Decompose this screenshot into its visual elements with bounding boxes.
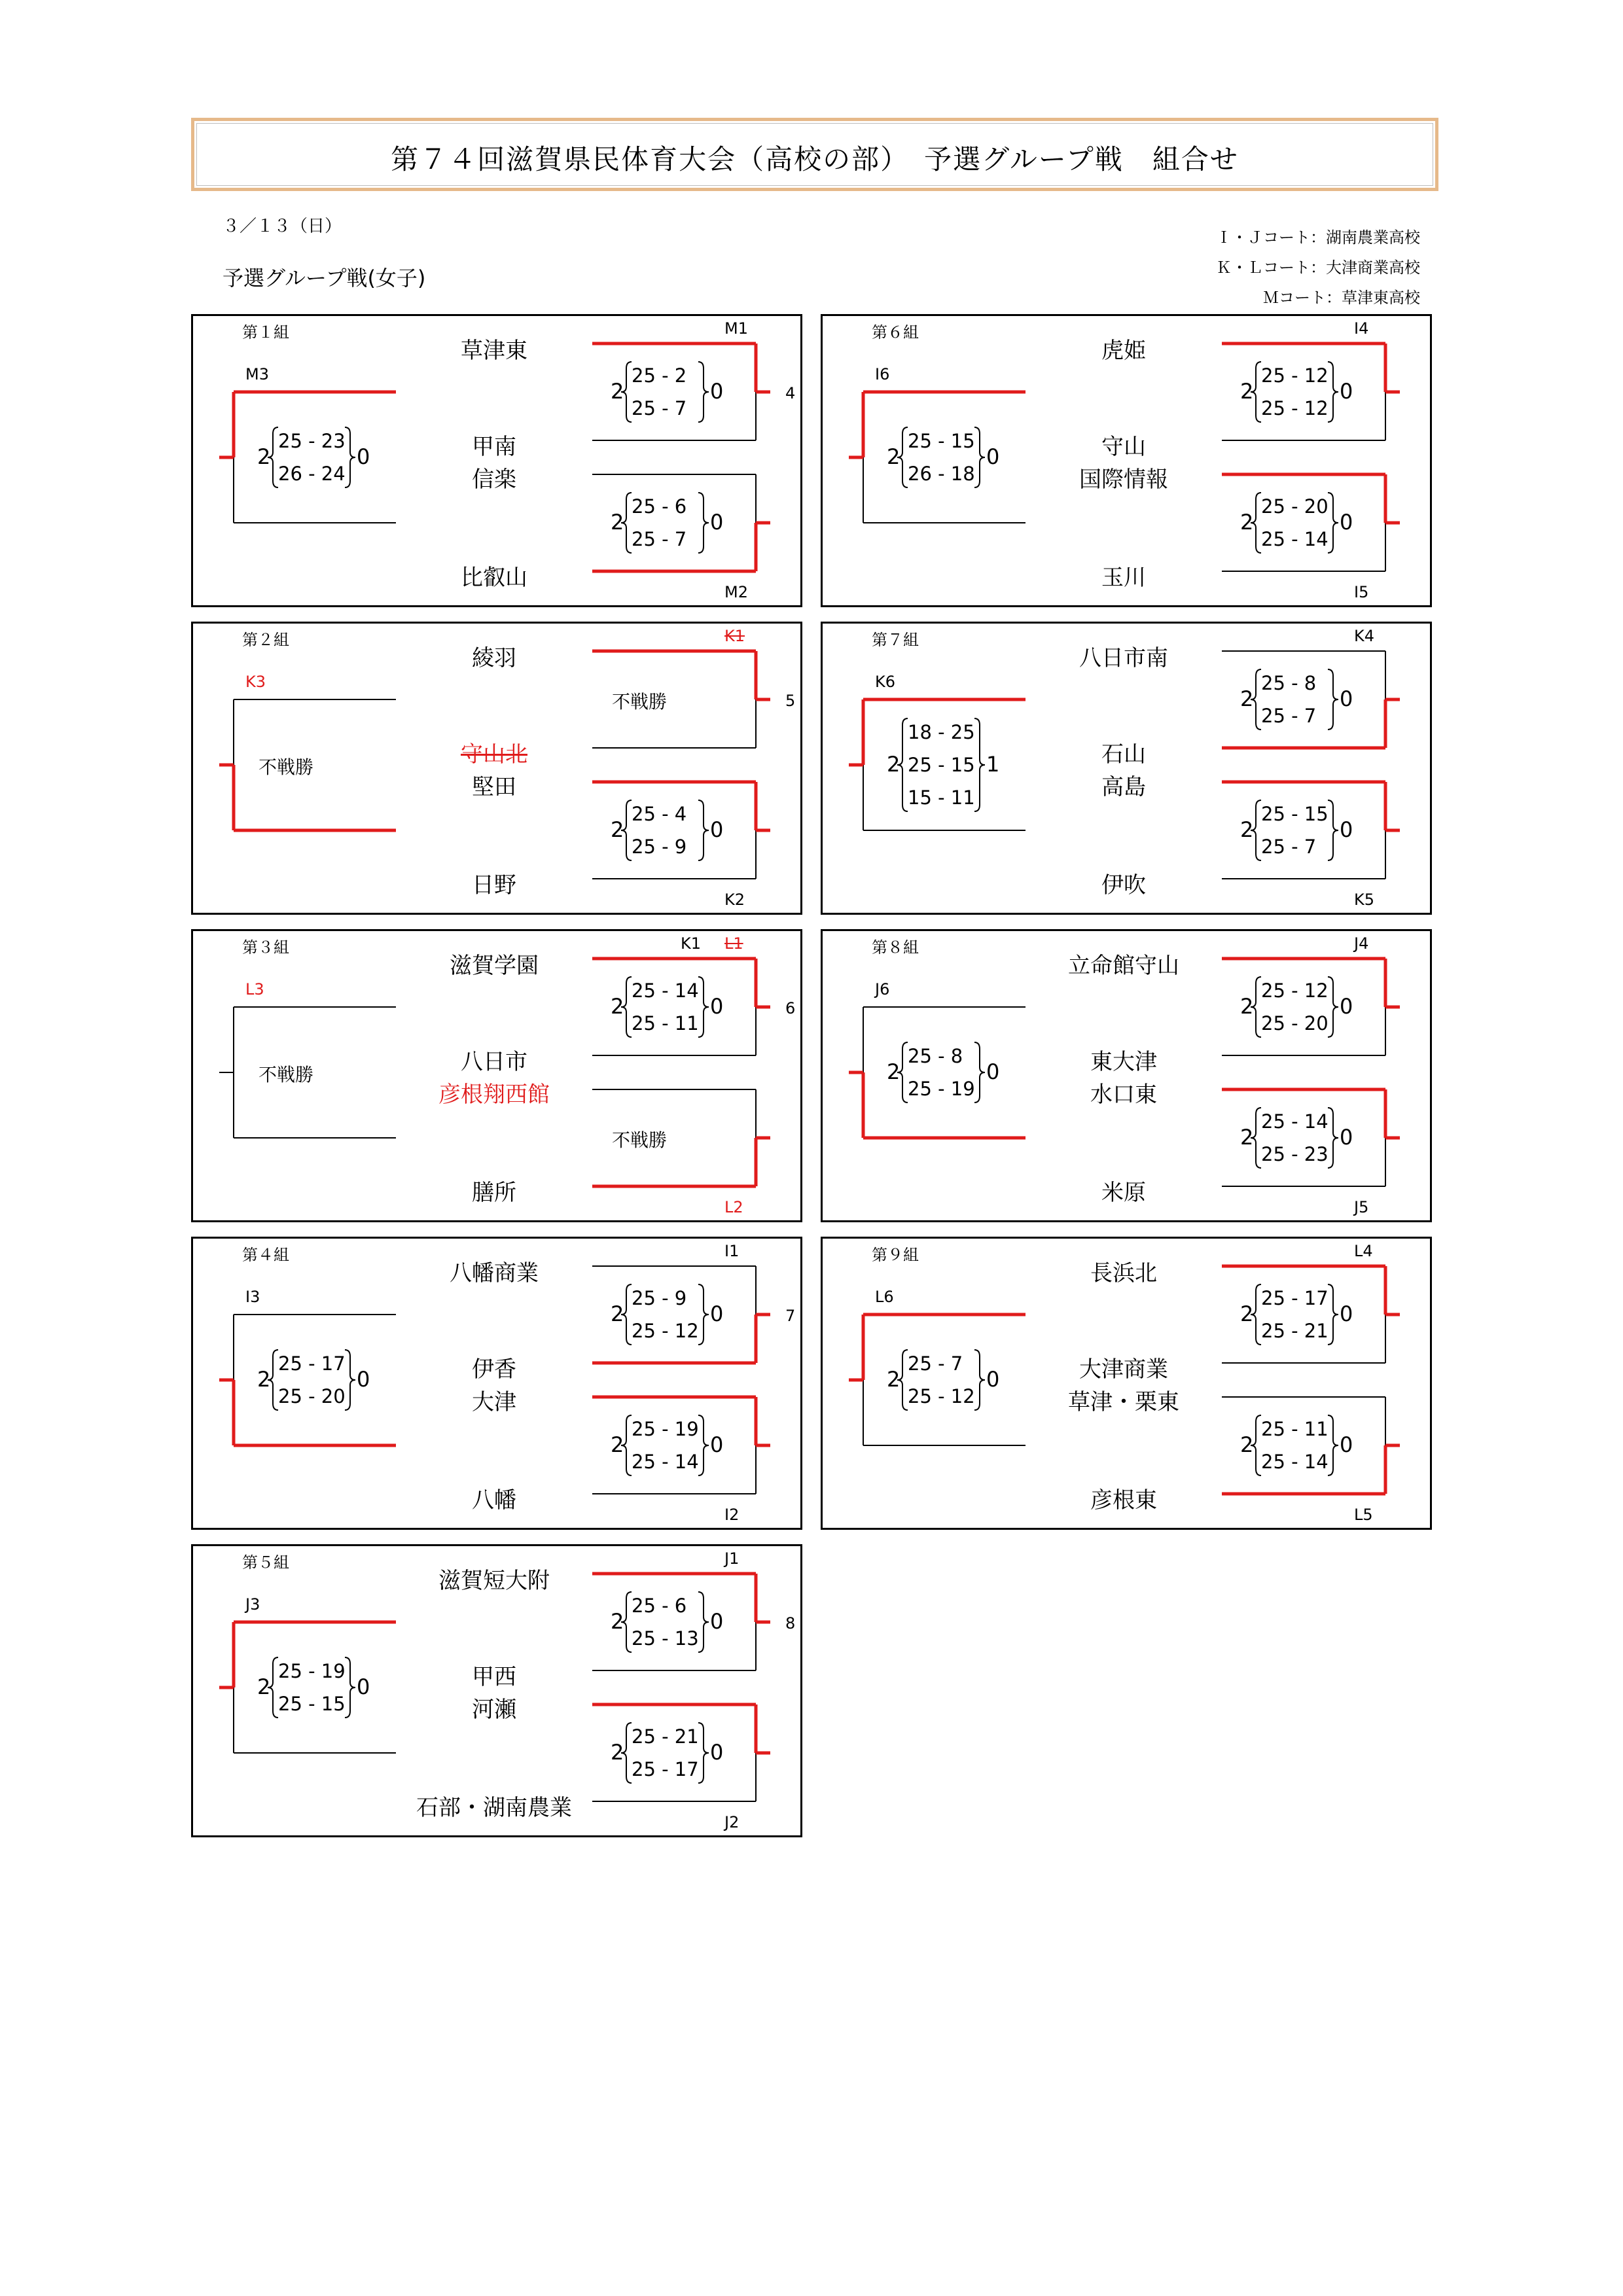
team-name: 草津東 [461, 338, 527, 364]
match-code: M3 [245, 365, 269, 383]
sets-lost: 0 [710, 994, 724, 1019]
sets-won: 2 [1240, 994, 1254, 1019]
set-score: 25 - 12 [632, 1320, 699, 1342]
sets-won: 2 [887, 444, 901, 469]
brace-right [698, 1415, 709, 1475]
match-sequence-number: 4 [785, 384, 796, 402]
team-name: 東大津 [1090, 1049, 1157, 1075]
group-8 [821, 929, 1432, 1222]
team-name: 水口東 [1090, 1082, 1157, 1108]
group-name: 第８組 [872, 938, 919, 957]
team-name: 滋賀短大附 [438, 1568, 550, 1594]
sets-won: 2 [611, 817, 624, 842]
group-name: 第５組 [242, 1553, 289, 1572]
match-code: L3 [245, 980, 264, 998]
team-name: 八幡商業 [450, 1260, 539, 1286]
set-score: 25 - 20 [1261, 1012, 1329, 1034]
brace-right [698, 977, 709, 1037]
set-score: 25 - 13 [632, 1627, 699, 1650]
set-score: 25 - 20 [1261, 495, 1329, 518]
set-score: 25 - 19 [908, 1078, 975, 1100]
sets-lost: 0 [1340, 379, 1353, 404]
sets-won: 2 [1240, 817, 1254, 842]
section-title: 予選グループ戦(女子) [223, 266, 426, 291]
sets-won: 2 [1240, 1301, 1254, 1326]
sets-won: 2 [1240, 686, 1254, 711]
group-5 [191, 1544, 802, 1837]
match-code: I5 [1354, 583, 1369, 601]
group-name: 第２組 [242, 631, 289, 649]
brace-right [974, 1350, 985, 1410]
match-code: L5 [1354, 1506, 1373, 1524]
brace-right [345, 1657, 355, 1718]
team-name: 立命館守山 [1068, 953, 1179, 979]
sets-won: 2 [611, 1609, 624, 1634]
set-score: 25 - 12 [1261, 364, 1329, 387]
match-code: L6 [875, 1288, 894, 1306]
match-code: K1 [724, 627, 745, 645]
brace-right [345, 427, 355, 487]
page-title: 第７４回滋賀県民体育大会（高校の部） 予選グループ戦 組合せ [391, 143, 1239, 175]
sets-won: 2 [1240, 1125, 1254, 1150]
sets-lost: 1 [986, 752, 1000, 777]
set-score: 25 - 8 [1261, 672, 1317, 694]
set-score: 25 - 21 [1261, 1320, 1329, 1342]
set-score: 25 - 17 [278, 1352, 346, 1375]
sets-lost: 0 [1340, 510, 1353, 535]
set-score: 25 - 14 [1261, 1110, 1329, 1133]
team-name: 米原 [1101, 1180, 1146, 1206]
sets-lost: 0 [357, 1367, 370, 1392]
match-date: ３／１３（日） [223, 217, 342, 236]
set-score: 25 - 20 [278, 1385, 346, 1407]
sets-won: 2 [611, 510, 624, 535]
brace-right [974, 1042, 985, 1103]
match-code: I6 [875, 365, 890, 383]
set-score: 25 - 4 [632, 803, 687, 825]
set-score: 25 - 7 [632, 397, 687, 419]
sets-won: 2 [257, 1674, 271, 1699]
set-score: 25 - 17 [1261, 1287, 1329, 1309]
brace-right [1328, 362, 1338, 422]
court-line: Ｍコート：草津東高校 [1263, 289, 1420, 307]
set-score: 25 - 12 [908, 1385, 975, 1407]
sets-won: 2 [887, 1059, 901, 1084]
sets-won: 2 [611, 379, 624, 404]
match-code: J3 [245, 1595, 260, 1614]
brace-right [1328, 669, 1338, 730]
team-name: 草津・栗東 [1068, 1389, 1179, 1415]
match-code: J1 [724, 1549, 740, 1568]
match-sequence-number: 6 [785, 999, 796, 1017]
team-name: 膳所 [472, 1180, 516, 1206]
match-code: K2 [724, 891, 745, 909]
court-line: Ｋ・Ｌコート：大津商業高校 [1216, 258, 1420, 277]
match-code: J4 [1354, 934, 1369, 953]
team-name: 石部・湖南農業 [416, 1795, 572, 1821]
team-name: 虎姫 [1101, 338, 1146, 364]
set-score: 15 - 11 [908, 786, 975, 809]
team-name: 石山 [1101, 741, 1146, 768]
group-1 [191, 314, 802, 607]
set-score: 26 - 24 [278, 463, 346, 485]
sets-lost: 0 [357, 444, 370, 469]
sets-lost: 0 [1340, 1432, 1353, 1457]
brace-right [698, 1284, 709, 1345]
set-score: 25 - 11 [632, 1012, 699, 1034]
team-name: 伊吹 [1101, 872, 1146, 898]
sets-lost: 0 [710, 817, 724, 842]
sets-lost: 0 [710, 379, 724, 404]
sets-lost: 0 [710, 1740, 724, 1765]
sets-lost: 0 [710, 510, 724, 535]
set-score: 25 - 9 [632, 836, 687, 858]
team-name: 日野 [472, 872, 516, 898]
brace-right [698, 362, 709, 422]
court-list [1139, 222, 1420, 313]
match-sequence-number: 8 [785, 1614, 796, 1633]
group-2 [191, 622, 802, 915]
match-code: I4 [1354, 319, 1369, 338]
match-code: J6 [875, 980, 890, 998]
brace-right [698, 1723, 709, 1783]
set-score: 25 - 7 [632, 528, 687, 550]
set-score: 25 - 8 [908, 1045, 963, 1067]
set-score: 25 - 12 [1261, 980, 1329, 1002]
walkover-label: 不戦勝 [612, 691, 668, 713]
set-score: 25 - 23 [278, 430, 346, 452]
group-name: 第９組 [872, 1246, 919, 1264]
group-9 [821, 1237, 1432, 1530]
brace-right [1328, 977, 1338, 1037]
sets-won: 2 [611, 1740, 624, 1765]
sets-won: 2 [887, 752, 901, 777]
sets-lost: 0 [1340, 817, 1353, 842]
sets-won: 2 [257, 444, 271, 469]
sets-won: 2 [887, 1367, 901, 1392]
sets-lost: 0 [1340, 1125, 1353, 1150]
set-score: 25 - 21 [632, 1725, 699, 1748]
brace-right [1328, 800, 1338, 860]
walkover-label: 不戦勝 [259, 756, 314, 778]
walkover-label: 不戦勝 [612, 1129, 668, 1151]
set-score: 25 - 15 [908, 754, 975, 776]
team-name: 甲南 [472, 434, 516, 460]
match-code: K6 [875, 673, 896, 691]
team-name: 堅田 [472, 774, 516, 800]
match-code: L2 [724, 1198, 743, 1216]
set-score: 25 - 15 [1261, 803, 1329, 825]
match-code: K5 [1354, 891, 1375, 909]
sets-lost: 0 [986, 1059, 1000, 1084]
team-name: 八幡 [472, 1487, 516, 1513]
match-sequence-number: 5 [785, 692, 796, 710]
group-name: 第１組 [242, 323, 289, 342]
brace-right [698, 800, 709, 860]
match-code: J2 [724, 1813, 740, 1831]
set-score: 25 - 7 [1261, 705, 1317, 727]
team-name: 比叡山 [461, 565, 527, 591]
set-score: 25 - 19 [632, 1418, 699, 1440]
group-name: 第６組 [872, 323, 919, 342]
sets-lost: 0 [710, 1609, 724, 1634]
set-score: 25 - 7 [908, 1352, 963, 1375]
team-name: 甲西 [472, 1664, 516, 1690]
brace-right [974, 718, 985, 811]
sets-won: 2 [611, 1301, 624, 1326]
match-code: I1 [724, 1242, 740, 1260]
group-6 [821, 314, 1432, 607]
match-code: M1 [724, 319, 748, 338]
match-code: L4 [1354, 1242, 1373, 1260]
set-score: 25 - 14 [1261, 528, 1329, 550]
team-name: 伊香 [472, 1356, 516, 1383]
match-sequence-number: 7 [785, 1307, 796, 1325]
group-3 [191, 929, 802, 1222]
team-name: 綾羽 [472, 645, 516, 671]
set-score: 25 - 9 [632, 1287, 687, 1309]
group-7 [821, 622, 1432, 915]
set-score: 25 - 6 [632, 495, 687, 518]
set-score: 25 - 7 [1261, 836, 1317, 858]
sets-won: 2 [611, 994, 624, 1019]
sets-lost: 0 [710, 1301, 724, 1326]
sets-lost: 0 [1340, 1301, 1353, 1326]
team-name: 守山 [1101, 434, 1146, 460]
title-banner [191, 118, 1438, 191]
sets-lost: 0 [357, 1674, 370, 1699]
sets-won: 2 [611, 1432, 624, 1457]
match-code: I3 [245, 1288, 260, 1306]
set-score: 25 - 23 [1261, 1143, 1329, 1165]
brace-right [345, 1350, 355, 1410]
brace-right [698, 493, 709, 553]
match-code: K3 [245, 673, 266, 691]
sets-won: 2 [1240, 510, 1254, 535]
sets-lost: 0 [1340, 994, 1353, 1019]
set-score: 25 - 15 [278, 1693, 346, 1715]
set-score: 25 - 11 [1261, 1418, 1329, 1440]
team-name: 高島 [1101, 774, 1146, 800]
brace-right [1328, 1108, 1338, 1168]
set-score: 25 - 17 [632, 1758, 699, 1780]
brace-right [974, 427, 985, 487]
team-name: 玉川 [1101, 565, 1146, 591]
set-score: 25 - 6 [632, 1595, 687, 1617]
set-score: 25 - 19 [278, 1660, 346, 1682]
set-score: 18 - 25 [908, 721, 975, 743]
team-name: 八日市 [461, 1049, 527, 1075]
team-name: 八日市南 [1079, 645, 1168, 671]
sets-lost: 0 [710, 1432, 724, 1457]
group-name: 第３組 [242, 938, 289, 957]
team-name: 彦根東 [1090, 1487, 1157, 1513]
match-code: J5 [1354, 1198, 1369, 1216]
set-score: 25 - 2 [632, 364, 687, 387]
sets-won: 2 [1240, 1432, 1254, 1457]
team-name: 長浜北 [1090, 1260, 1157, 1286]
sets-lost: 0 [1340, 686, 1353, 711]
group-4 [191, 1237, 802, 1530]
match-code: K1 [681, 934, 702, 953]
brace-right [1328, 493, 1338, 553]
group-name: 第７組 [872, 631, 919, 649]
brace-right [1328, 1284, 1338, 1345]
set-score: 25 - 15 [908, 430, 975, 452]
match-code: I2 [724, 1506, 740, 1524]
team-name: 大津商業 [1079, 1356, 1168, 1383]
team-name: 大津 [472, 1389, 516, 1415]
sets-lost: 0 [986, 1367, 1000, 1392]
match-code: M2 [724, 583, 748, 601]
team-name: 河瀬 [472, 1697, 516, 1723]
set-score: 25 - 14 [632, 980, 699, 1002]
court-line: Ｉ・Ｊコート：湖南農業高校 [1216, 228, 1420, 247]
team-name: 守山北 [461, 741, 527, 768]
team-name: 滋賀学園 [450, 953, 539, 979]
team-name: 国際情報 [1079, 467, 1168, 493]
brace-right [1328, 1415, 1338, 1475]
sets-lost: 0 [986, 444, 1000, 469]
set-score: 25 - 14 [1261, 1451, 1329, 1473]
walkover-label: 不戦勝 [259, 1064, 314, 1086]
set-score: 25 - 12 [1261, 397, 1329, 419]
team-name: 彦根翔西館 [438, 1082, 550, 1108]
match-code: K4 [1354, 627, 1375, 645]
team-name: 信楽 [472, 467, 516, 493]
match-code: L1 [724, 934, 743, 953]
group-name: 第４組 [242, 1246, 289, 1264]
set-score: 25 - 14 [632, 1451, 699, 1473]
sets-won: 2 [257, 1367, 271, 1392]
set-score: 26 - 18 [908, 463, 975, 485]
brace-right [698, 1592, 709, 1652]
sets-won: 2 [1240, 379, 1254, 404]
